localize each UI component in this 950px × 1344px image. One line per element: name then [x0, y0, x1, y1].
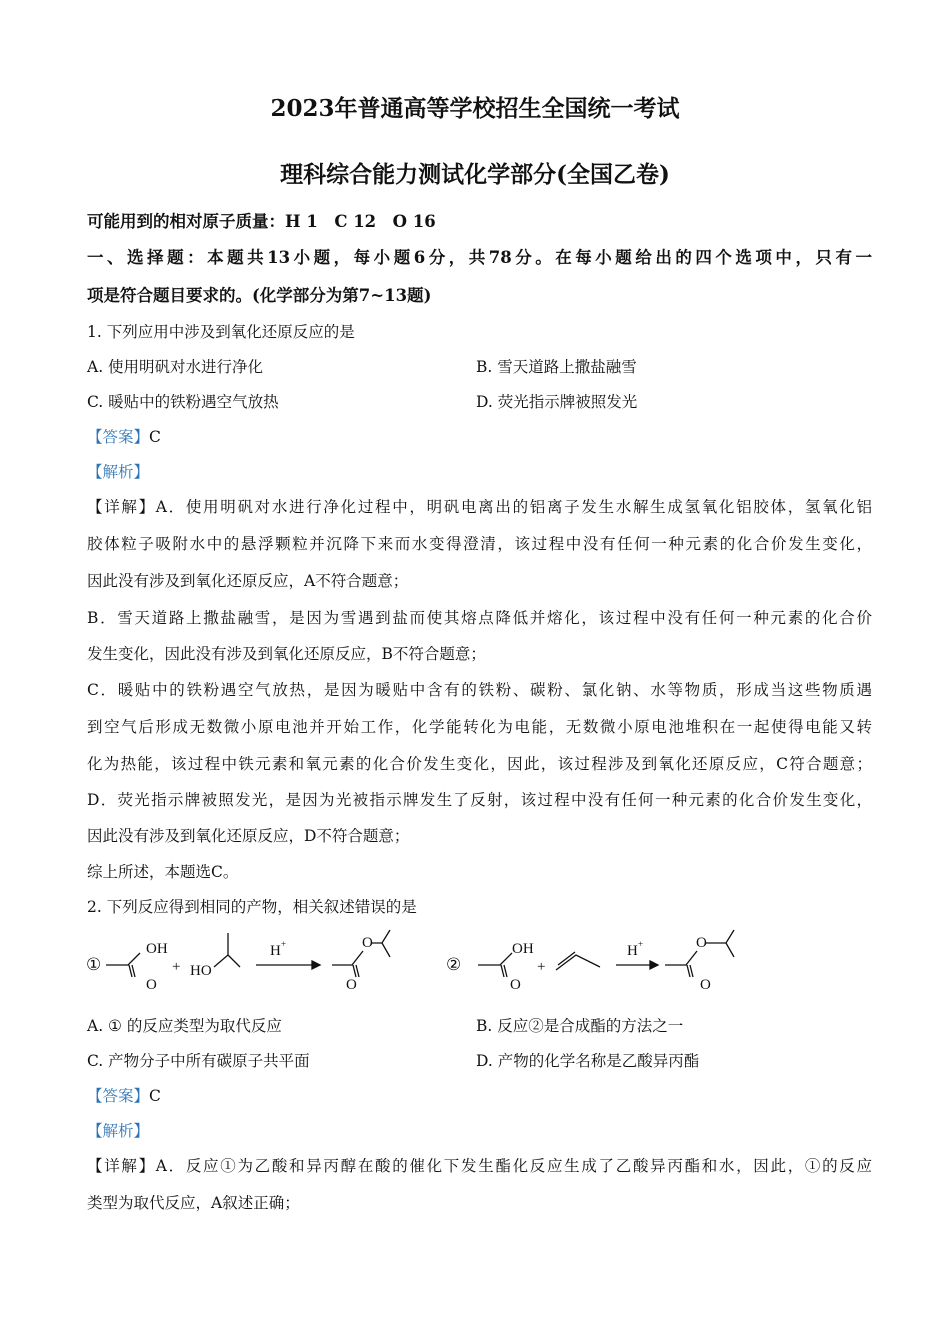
page-subtitle: 理科综合能力测试化学部分(全国乙卷) — [280, 161, 670, 188]
q1-option-b: B. 雪天道路上撒盐融雪 — [476, 358, 637, 376]
q2-detail-line: 类型为取代反应，A叙述正确； — [87, 1194, 300, 1212]
svg-text:OH: OH — [512, 941, 534, 957]
svg-text:+: + — [638, 939, 644, 949]
reaction-1-arrow — [256, 939, 320, 969]
q1-detail-line: 因此没有涉及到氧化还原反应，D不符合题意； — [87, 827, 410, 845]
q2-option-b: B. 反应②是合成酯的方法之一 — [476, 1017, 684, 1035]
svg-text:O: O — [346, 977, 357, 993]
q1-detail-line: C．暖贴中的铁粉遇空气放热，是因为暖贴中含有的铁粉、碳粉、氯化钠、水等物质，形成当这些物质遇 — [87, 681, 872, 699]
q1-detail-line: D．荧光指示牌被照发光，是因为光被指示牌发生了反射，该过程中没有任何一种元素的化合价发生变化， — [87, 791, 872, 809]
q1-analysis-label: 【解析】 — [87, 463, 150, 481]
isopropanol-structure — [190, 933, 240, 979]
q1-option-d: D. 荧光指示牌被照发光 — [476, 393, 638, 411]
q1-answer — [87, 427, 161, 447]
detail-label: 【详解】 — [87, 1157, 156, 1175]
q2-option-d: D. 产物的化学名称是乙酸异丙酯 — [476, 1052, 700, 1070]
svg-text:H: H — [270, 943, 281, 959]
svg-text:OH: OH — [146, 941, 168, 957]
svg-text:O: O — [510, 977, 521, 993]
svg-text:O: O — [700, 977, 711, 993]
page-title: 2023年普通高等学校招生全国统一考试 — [270, 95, 680, 122]
q1-detail-line: 到空气后形成无数微小原电池并开始工作，化学能转化为电能，无数微小原电池堆积在一起使得电能又转 — [87, 718, 872, 736]
detail-text: A．使用明矾对水进行净化过程中，明矾电离出的铝离子发生水解生成氢氧化铝胶体，氢氧化铝 — [155, 498, 872, 516]
svg-text:+: + — [537, 959, 546, 975]
isopropyl-acetate-structure — [665, 930, 734, 993]
svg-text:O: O — [362, 935, 373, 951]
q1-detail-line: B．雪天道路上撒盐融雪，是因为雪遇到盐而使其熔点降低并熔化，该过程中没有任何一种元素的化合价 — [87, 609, 872, 627]
answer-value: C — [149, 428, 161, 446]
q1-detail-line: 化为热能，该过程中铁元素和氧元素的化合价发生变化，因此，该过程涉及到氧化还原反应，C符合题意； — [87, 755, 872, 773]
q1-detail-line — [87, 497, 872, 517]
reaction-2-label: ② — [446, 955, 462, 974]
q1-detail-line: 发生变化，因此没有涉及到氧化还原反应，B不符合题意； — [87, 645, 486, 663]
acetic-acid-structure — [106, 941, 168, 993]
answer-label: 【答案】 — [87, 428, 150, 446]
reaction-scheme — [80, 925, 780, 1000]
q2-detail-line — [87, 1156, 872, 1176]
q2-option-c: C. 产物分子中所有碳原子共平面 — [87, 1052, 310, 1070]
q1-option-a: A. 使用明矾对水进行净化 — [87, 358, 264, 376]
q1-option-c: C. 暖贴中的铁粉遇空气放热 — [87, 393, 279, 411]
reaction-2-arrow — [616, 939, 658, 969]
acetic-acid-structure — [478, 941, 534, 993]
section-header-line: 项是符合题目要求的。(化学部分为第7~13题) — [87, 286, 432, 305]
svg-text:+: + — [172, 959, 181, 975]
q1-detail-line: 因此没有涉及到氧化还原反应，A不符合题意； — [87, 572, 409, 590]
reaction-1-label: ① — [86, 955, 102, 974]
question-1-stem: 1. 下列应用中涉及到氧化还原反应的是 — [87, 323, 355, 341]
q1-detail-line: 胶体粒子吸附水中的悬浮颗粒并沉降下来而水变得澄清，该过程中没有任何一种元素的化合价发生变化， — [87, 535, 872, 553]
svg-text:HO: HO — [190, 963, 212, 979]
q1-detail-line: 综上所述，本题选C。 — [87, 863, 239, 881]
svg-text:O: O — [696, 935, 707, 951]
propene-structure — [556, 952, 600, 970]
isopropyl-acetate-structure — [252, 930, 390, 993]
svg-text:O: O — [146, 977, 157, 993]
detail-label: 【详解】 — [87, 498, 156, 516]
q2-option-a: A. ① 的反应类型为取代反应 — [87, 1017, 282, 1035]
svg-text:H: H — [627, 943, 638, 959]
svg-text:+: + — [281, 939, 287, 949]
detail-text: A．反应①为乙酸和异丙醇在酸的催化下发生酯化反应生成了乙酸异丙酯和水，因此，①的反应 — [155, 1157, 872, 1175]
question-2-stem: 2. 下列反应得到相同的产物，相关叙述错误的是 — [87, 898, 417, 916]
answer-label: 【答案】 — [87, 1087, 150, 1105]
q2-answer — [87, 1086, 161, 1106]
section-header-line: 一、选择题：本题共13小题，每小题6分，共78分。在每小题给出的四个选项中，只有一 — [87, 248, 872, 267]
q2-analysis-label: 【解析】 — [87, 1122, 150, 1140]
atomic-masses: 可能用到的相对原子质量：H 1 C 12 O 16 — [87, 212, 436, 231]
answer-value: C — [149, 1087, 161, 1105]
